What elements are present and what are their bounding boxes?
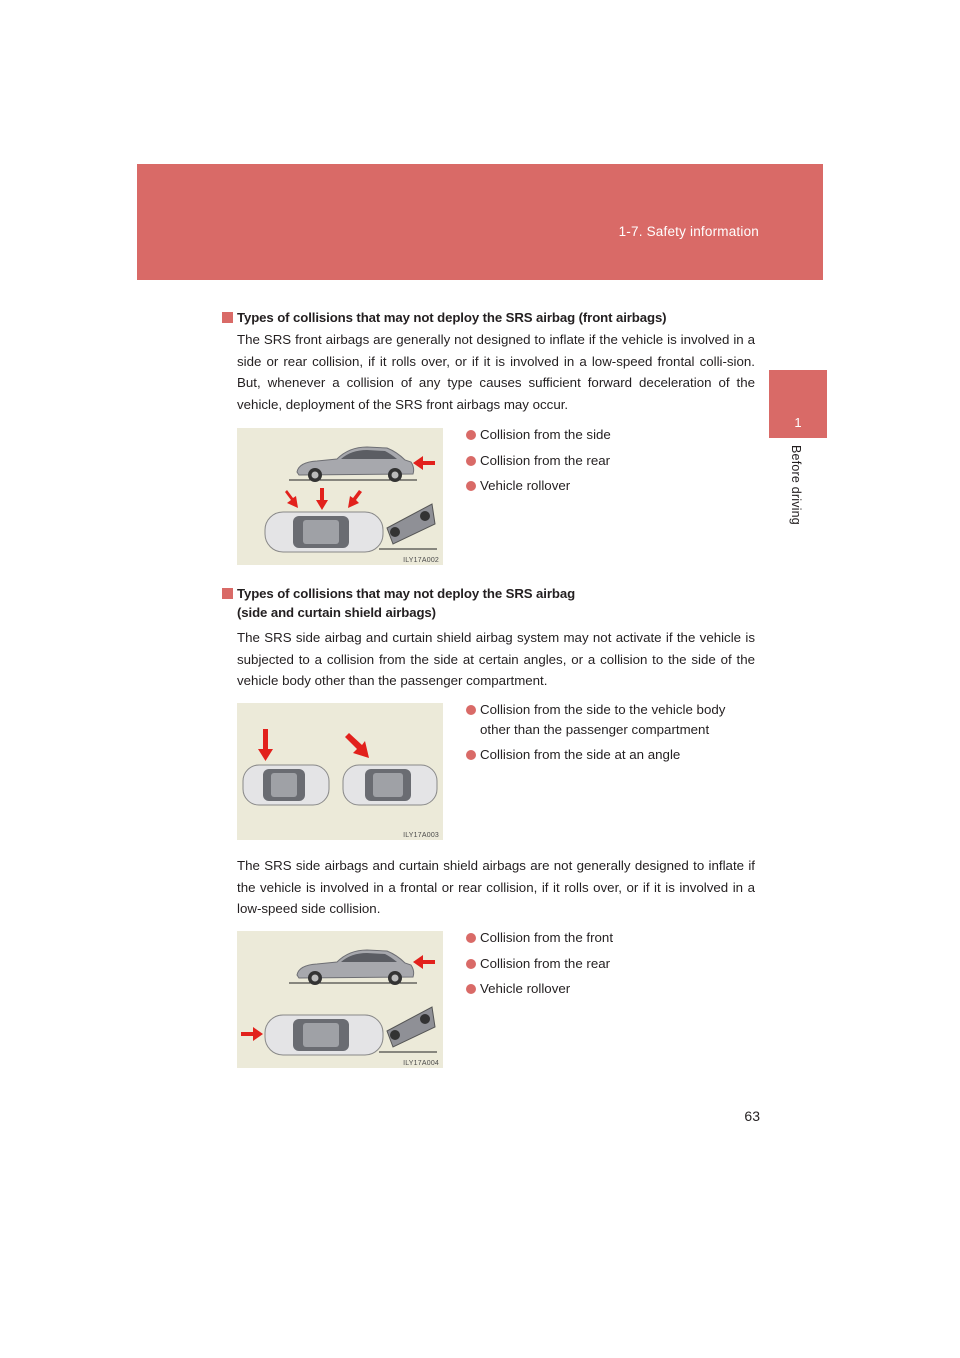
list-item: Collision from the side to the vehicle body other than the passenger compartment — [466, 700, 756, 739]
section-1-heading: Types of collisions that may not deploy the SRS airbag (front airbags) — [222, 308, 666, 327]
bullet-dot-icon — [466, 456, 476, 466]
section-title: 1-7. Safety information — [618, 224, 759, 239]
section-1-body: The SRS front airbags are generally not designed to inflate if the vehicle is involved in a side or rear collision, if it rolls over, or if it is involved in a low-speed frontal colli-sion. But, whenever a collision of any type causes sufficient forward deceleration of the vehicle, deployment of the SRS front airbags may occur. — [237, 332, 755, 412]
bullet-dot-icon — [466, 959, 476, 969]
heading-square-icon — [222, 588, 233, 599]
section-3-bullets — [466, 928, 756, 1005]
bullet-dot-icon — [466, 750, 476, 760]
figure-no-side-airbag-collisions — [237, 931, 443, 1068]
figure-code: ILY17A002 — [403, 557, 439, 564]
arrow-icon — [413, 456, 435, 470]
car-top-view-icon — [265, 512, 383, 552]
arrow-icon — [348, 490, 362, 508]
arrow-icon — [316, 488, 328, 510]
section-1-bullets — [466, 425, 756, 502]
list-item: Collision from the side at an angle — [466, 745, 756, 765]
figure-front-airbag-collisions — [237, 428, 443, 565]
arrow-icon — [345, 733, 369, 758]
bullet-dot-icon — [466, 984, 476, 994]
chapter-tab — [769, 370, 827, 438]
arrow-icon — [258, 729, 273, 761]
chapter-number: 1 — [794, 415, 802, 430]
bullet-dot-icon — [466, 933, 476, 943]
arrow-icon — [241, 1027, 263, 1041]
section-3-body: The SRS side airbags and curtain shield airbags are not generally designed to inflate if the vehicle is involved in a frontal or rear collision, if it rolls over, or if it is involved in a low-speed side collision. — [237, 858, 755, 916]
car-side-view-icon — [289, 950, 417, 985]
figure-side-airbag-collisions — [237, 703, 443, 840]
car-rollover-icon — [379, 504, 437, 549]
page-header — [137, 164, 823, 280]
car-top-view-icon — [243, 765, 329, 805]
page-number: 63 — [744, 1108, 760, 1124]
list-item: Collision from the rear — [466, 954, 756, 974]
section-2-body: The SRS side airbag and curtain shield airbag system may not activate if the vehicle is subjected to a collision from the side at certain angles, or a collision to the side of the vehicle body other than the passenger compartment. — [237, 630, 755, 688]
car-rollover-icon — [379, 1007, 437, 1052]
car-top-view-icon — [343, 765, 437, 805]
arrow-icon — [413, 955, 435, 969]
bullet-dot-icon — [466, 481, 476, 491]
arrow-icon — [285, 490, 298, 508]
car-side-view-icon — [289, 447, 417, 482]
figure-code: ILY17A003 — [403, 832, 439, 839]
bullet-dot-icon — [466, 705, 476, 715]
list-item: Vehicle rollover — [466, 476, 756, 496]
chapter-label: Before driving — [789, 445, 803, 525]
heading-square-icon — [222, 312, 233, 323]
section-2-bullets — [466, 700, 756, 771]
figure-code: ILY17A004 — [403, 1060, 439, 1067]
list-item: Collision from the rear — [466, 451, 756, 471]
car-top-view-icon — [265, 1015, 383, 1055]
section-2-heading: Types of collisions that may not deploy the SRS airbag (side and curtain shield airbags) — [222, 584, 575, 622]
list-item: Collision from the front — [466, 928, 756, 948]
list-item: Vehicle rollover — [466, 979, 756, 999]
bullet-dot-icon — [466, 430, 476, 440]
list-item: Collision from the side — [466, 425, 756, 445]
